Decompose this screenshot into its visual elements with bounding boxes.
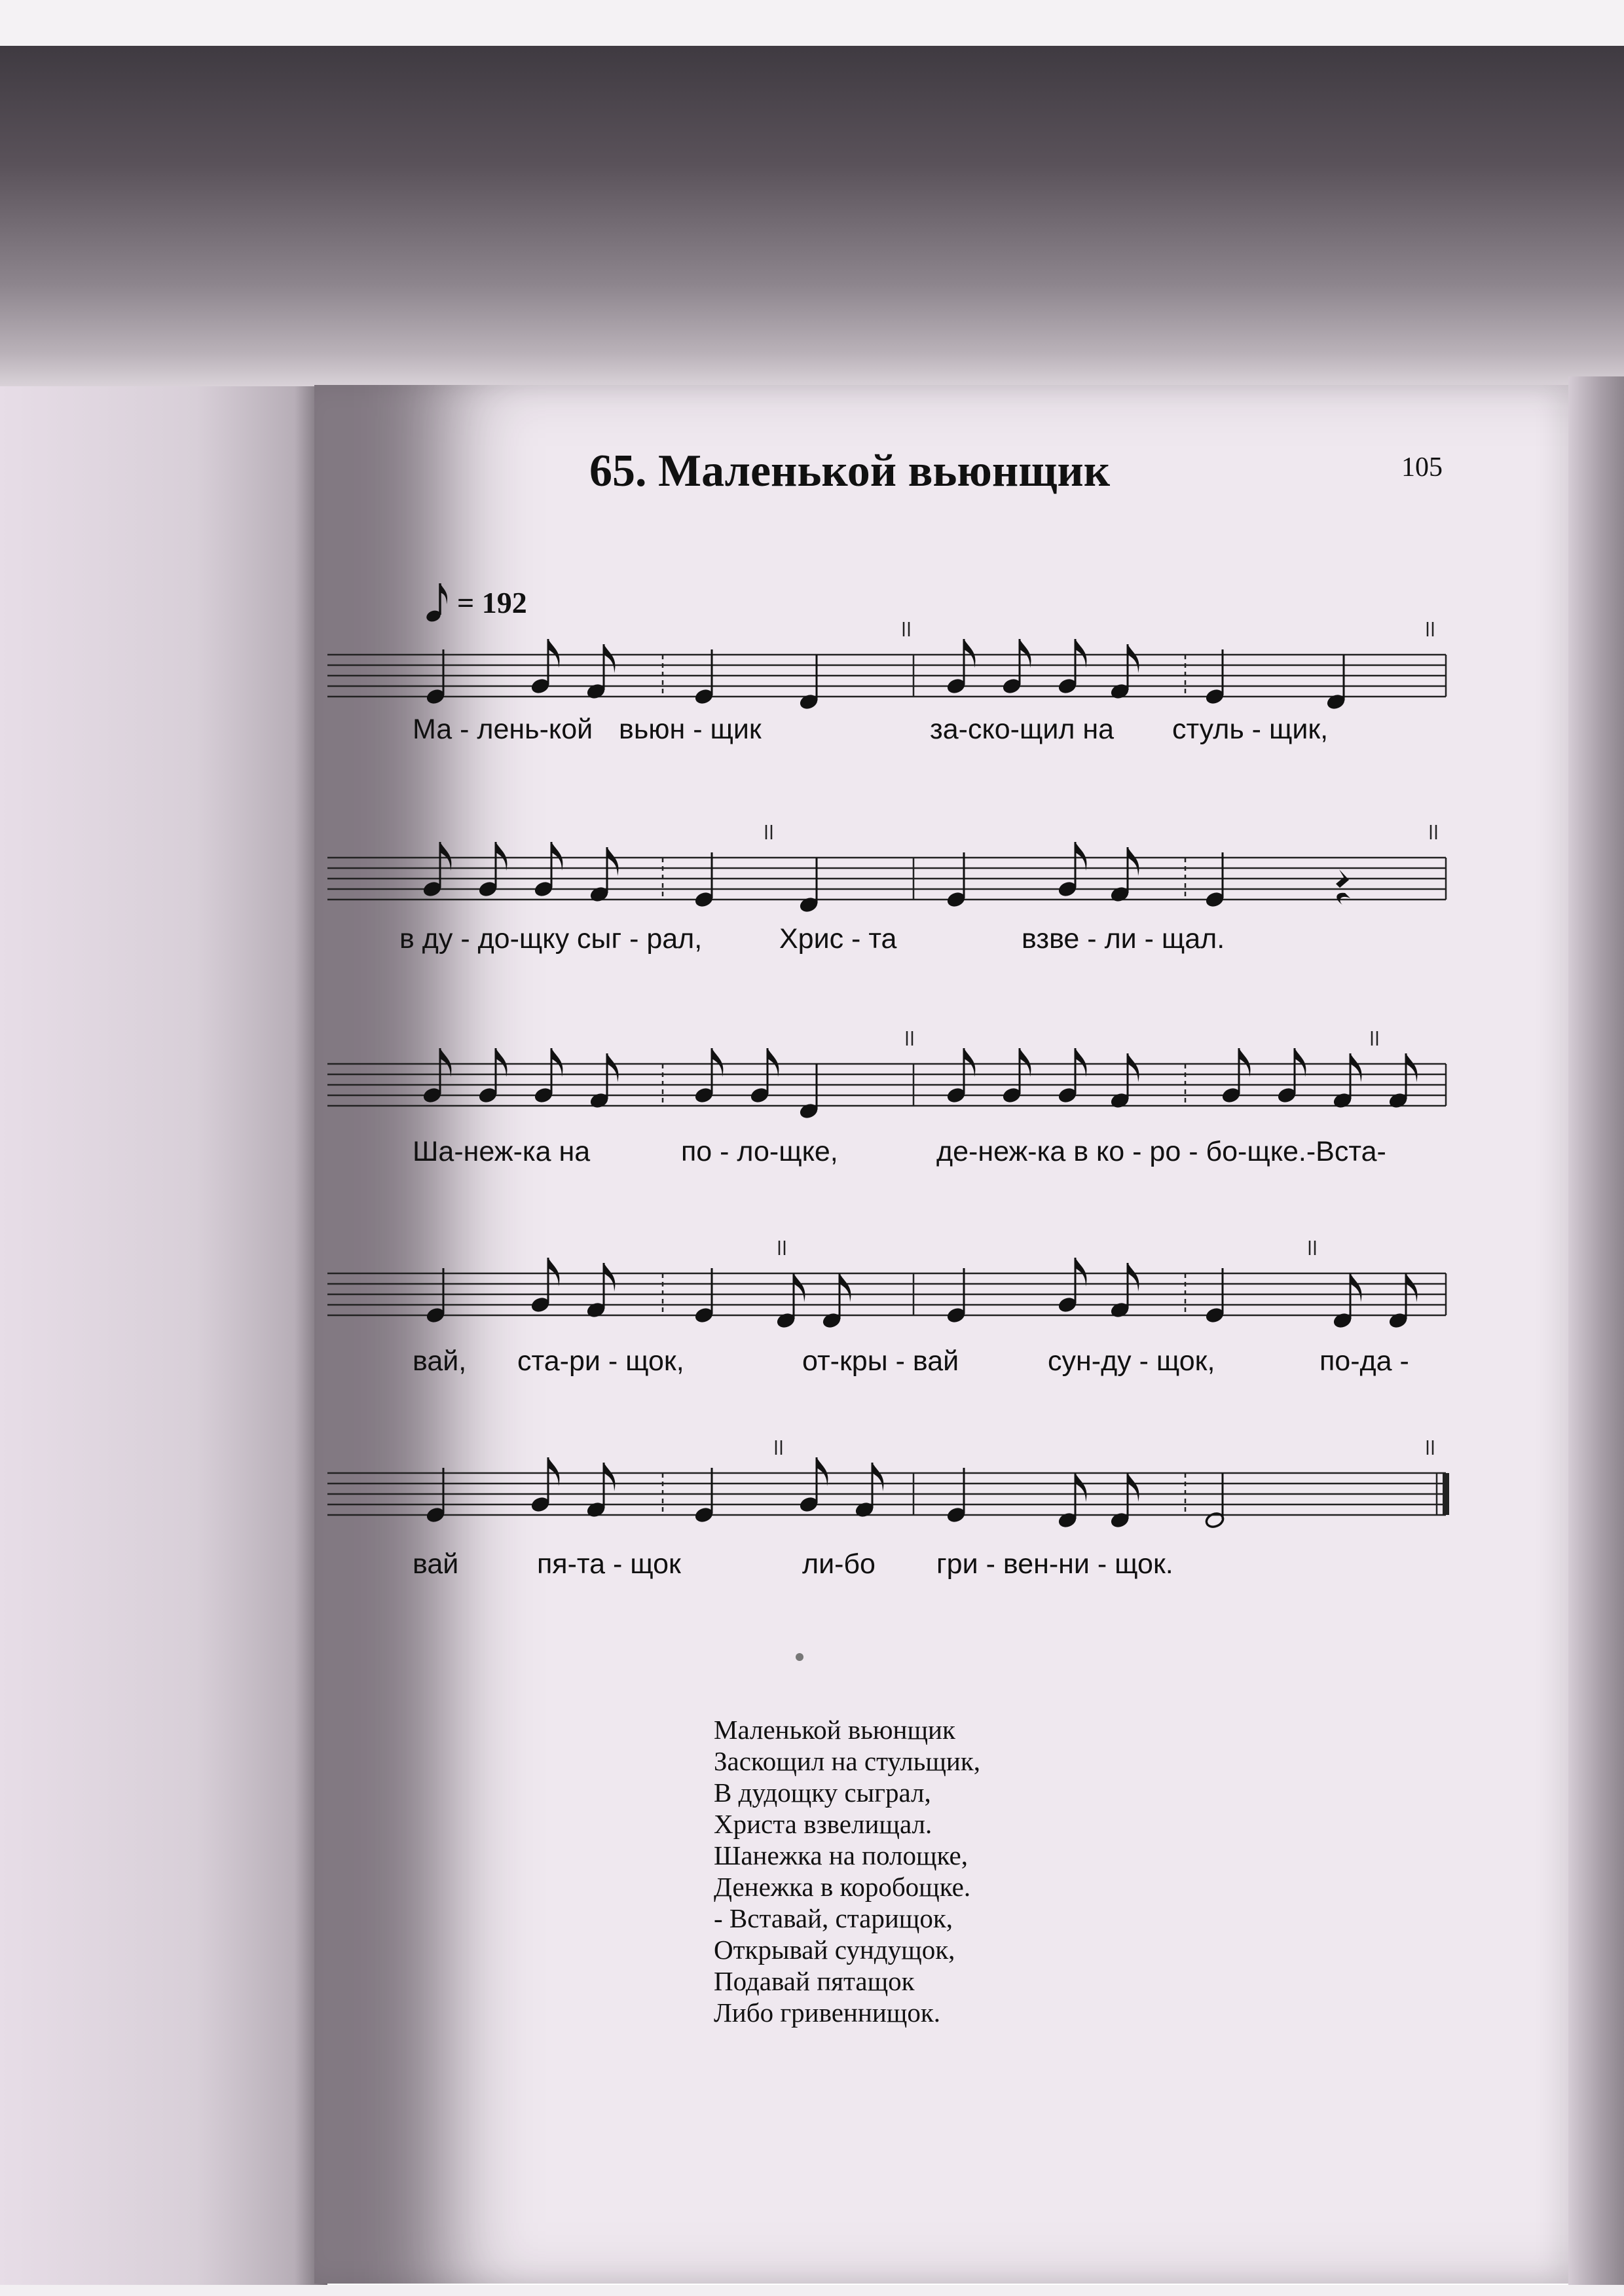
note-flag: [548, 1258, 559, 1286]
scan-background-bottom: [0, 2285, 1624, 2296]
lyric-syllables: ста-ри - щок,: [517, 1345, 684, 1377]
note-flag: [604, 1463, 615, 1491]
note: [1204, 1473, 1225, 1529]
lyric-syllables: де-неж-ка в ко - ро - бо-щке.-Вста-: [936, 1136, 1386, 1167]
lyric-syllables: сун-ду - щок,: [1048, 1345, 1215, 1377]
note-flag: [1020, 1048, 1031, 1077]
note: [1109, 644, 1139, 701]
lyric-syllables: по-да -: [1320, 1345, 1409, 1377]
note-flag: [794, 1273, 805, 1302]
note-flag: [604, 644, 615, 673]
lyric-syllables: в ду - до-щку сыг - рал,: [399, 923, 703, 955]
note-flag: [1075, 842, 1086, 871]
note-flag: [964, 639, 975, 668]
scan-speck: [796, 1653, 803, 1661]
note: [1109, 1263, 1139, 1319]
lyric-syllables: пя-та - щок: [537, 1548, 681, 1580]
note: [1057, 1473, 1086, 1529]
lyric-syllables: по - ло-щке,: [681, 1136, 838, 1167]
note-flag: [551, 842, 563, 871]
lyric-syllables: Ша-неж-ка на: [413, 1136, 591, 1167]
note-flag: [1128, 1053, 1139, 1082]
note: [798, 858, 819, 914]
note-flag: [548, 1457, 559, 1486]
poem-line: - Вставай, старищок,: [714, 1903, 953, 1933]
song-text: [714, 1714, 1172, 2028]
note-flag: [1295, 1048, 1306, 1077]
tempo-value: = 192: [457, 585, 527, 619]
note-flag: [964, 1048, 975, 1077]
note-flag: [1239, 1048, 1250, 1077]
note: [946, 1268, 966, 1324]
note-flag: [496, 1048, 507, 1077]
note: [425, 1468, 445, 1524]
note-flag: [440, 842, 451, 871]
note: [821, 1273, 851, 1330]
lyric-syllables: вьюн - щик: [619, 714, 762, 745]
note-flag: [604, 1263, 615, 1292]
lyric-syllables: гри - вен-ни - щок.: [936, 1548, 1173, 1580]
note: [425, 1268, 445, 1324]
note-flag: [607, 847, 618, 876]
lyric-syllables: от-кры - вай: [802, 1345, 959, 1377]
note: [1204, 852, 1225, 909]
note: [1388, 1053, 1417, 1110]
note: [1325, 655, 1346, 711]
note-flag: [1020, 639, 1031, 668]
note: [1109, 1053, 1139, 1110]
lyric-syllables: ли-бо: [802, 1548, 876, 1580]
page-number: 105: [1401, 452, 1443, 483]
note-flag: [712, 1048, 723, 1077]
note: [775, 1273, 805, 1330]
note: [589, 847, 618, 903]
note: [1332, 1053, 1361, 1110]
note-flag: [1350, 1053, 1361, 1082]
poem-line: Заскощил на стульщик,: [714, 1746, 980, 1776]
poem-line: Христа взвелищал.: [714, 1809, 932, 1839]
note-flag: [1350, 1273, 1361, 1302]
note: [1204, 1268, 1225, 1324]
note-flag: [767, 1048, 779, 1077]
note-flag: [1406, 1053, 1417, 1082]
note: [425, 649, 445, 706]
note-flag: [548, 639, 559, 668]
song-title: 65. Маленькой вьюнщик: [589, 446, 1111, 496]
note-flag: [817, 1457, 828, 1486]
lyric-syllables: стуль - щик,: [1172, 714, 1329, 745]
note-flag: [1075, 1048, 1086, 1077]
lyric-syllables: взве - ли - щал.: [1022, 923, 1225, 955]
lyric-syllables: за-ско-щил на: [930, 714, 1115, 745]
note-flag: [1075, 1473, 1086, 1502]
note: [1109, 847, 1139, 903]
note-flag: [1075, 1258, 1086, 1286]
note-flag: [496, 842, 507, 871]
note-flag: [607, 1053, 618, 1082]
note-flag: [1128, 1473, 1139, 1502]
note: [693, 852, 714, 909]
note-flag: [551, 1048, 563, 1077]
lyric-syllables: Ма - лень-кой: [413, 714, 593, 745]
note: [854, 1463, 883, 1519]
note: [693, 1468, 714, 1524]
poem-line: Либо гривеннищок.: [714, 1997, 940, 2028]
note: [693, 1268, 714, 1324]
note: [585, 1263, 615, 1319]
note: [1109, 1473, 1139, 1529]
poem-line: Шанежка на полощке,: [714, 1840, 968, 1870]
note-flag: [1128, 1263, 1139, 1292]
note-flag: [1128, 847, 1139, 876]
note: [589, 1053, 618, 1110]
note-flag: [1406, 1273, 1417, 1302]
poem-line: Денежка в коробощке.: [714, 1872, 971, 1902]
lyric-syllables: Хрис - та: [779, 923, 897, 955]
note-flag: [1128, 644, 1139, 673]
poem-line: Открывай сундущок,: [714, 1935, 955, 1965]
note-flag: [1075, 639, 1086, 668]
lyric-syllables: вай: [413, 1548, 459, 1580]
poem-line: Подавай пятащок: [714, 1966, 915, 1996]
note: [798, 1064, 819, 1120]
poem-line: В дудощку сыграл,: [714, 1777, 931, 1808]
note: [693, 649, 714, 706]
lyric-syllables: вай,: [413, 1345, 467, 1377]
note: [1204, 649, 1225, 706]
note-flag: [872, 1463, 883, 1491]
note: [946, 1468, 966, 1524]
note: [585, 1463, 615, 1519]
note-flag: [440, 1048, 451, 1077]
note: [1388, 1273, 1417, 1330]
note: [1332, 1273, 1361, 1330]
poem-line: Маленькой вьюнщик: [714, 1715, 955, 1745]
note-flag: [840, 1273, 851, 1302]
note: [585, 644, 615, 701]
note: [798, 655, 819, 711]
note: [946, 852, 966, 909]
